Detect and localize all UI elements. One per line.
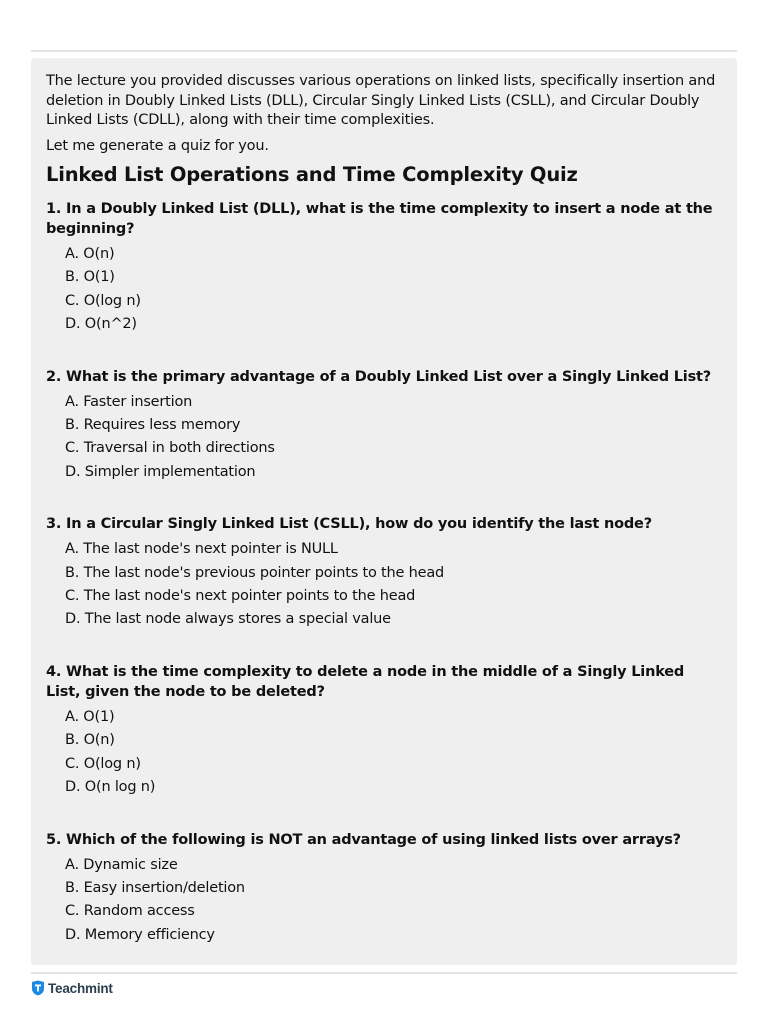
option-a: A. Dynamic size <box>65 856 178 873</box>
option-c: C. O(log n) <box>65 755 141 772</box>
question-text: 3. In a Circular Singly Linked List (CSLL), how do you identify the last node? <box>46 516 652 533</box>
option-list <box>46 706 722 800</box>
option-c: C. Random access <box>65 903 195 920</box>
question-text: 5. Which of the following is NOT an advantage of using linked lists over arrays? <box>46 831 681 848</box>
option-d: D. O(n log n) <box>65 779 156 796</box>
option-d: D. The last node always stores a special value <box>65 611 391 628</box>
option-list <box>46 854 722 948</box>
option-b: B. Requires less memory <box>65 417 241 434</box>
question-text: 4. What is the time complexity to delete a node in the middle of a Singly Linked List, given the node to be deleted? <box>46 663 685 700</box>
quiz-title: Linked List Operations and Time Complexity Quiz <box>46 163 578 186</box>
option-a: A. O(n) <box>65 246 115 262</box>
option-b: B. The last node's previous pointer points to the head <box>65 564 445 581</box>
option-list <box>46 243 722 337</box>
option-d: D. Simpler implementation <box>65 463 256 480</box>
option-a: A. The last node's next pointer is NULL <box>65 541 338 558</box>
option-b: B. O(n) <box>65 732 115 749</box>
option-d: D. Memory efficiency <box>65 926 215 943</box>
teachmint-logo-icon <box>31 980 45 996</box>
option-c: C. Traversal in both directions <box>65 440 275 457</box>
option-d: D. O(n^2) <box>65 316 137 333</box>
bottom-divider <box>31 972 737 974</box>
option-b: B. O(1) <box>65 269 115 286</box>
question-5 <box>46 830 722 948</box>
top-divider <box>31 50 737 52</box>
option-c: C. The last node's next pointer points to the head <box>65 588 416 605</box>
footer-brand <box>31 979 113 997</box>
option-list <box>46 538 722 632</box>
option-c: C. O(log n) <box>65 292 141 309</box>
intro-paragraph: The lecture you provided discusses various operations on linked lists, specifically insertion and deletion in Doubly Linked Lists (DLL), Circular Singly Linked Lists (CSLL), and Circular Doubly Linked Lists (CDLL), along with their time complexities. <box>46 73 716 128</box>
option-list <box>46 391 722 485</box>
option-b: B. Easy insertion/deletion <box>65 879 245 896</box>
question-2 <box>46 367 722 485</box>
question-4 <box>46 662 722 800</box>
brand-name: Teachmint <box>48 980 113 996</box>
quiz-card <box>31 58 737 965</box>
question-1 <box>46 199 722 337</box>
lead-sentence: Let me generate a quiz for you. <box>46 137 269 154</box>
question-text: 2. What is the primary advantage of a Doubly Linked List over a Singly Linked List? <box>46 368 711 385</box>
question-3 <box>46 514 722 632</box>
option-a: A. O(1) <box>65 708 115 725</box>
question-text: 1. In a Doubly Linked List (DLL), what is the time complexity to insert a node at the beginning? <box>46 201 713 237</box>
option-a: A. Faster insertion <box>65 393 193 410</box>
